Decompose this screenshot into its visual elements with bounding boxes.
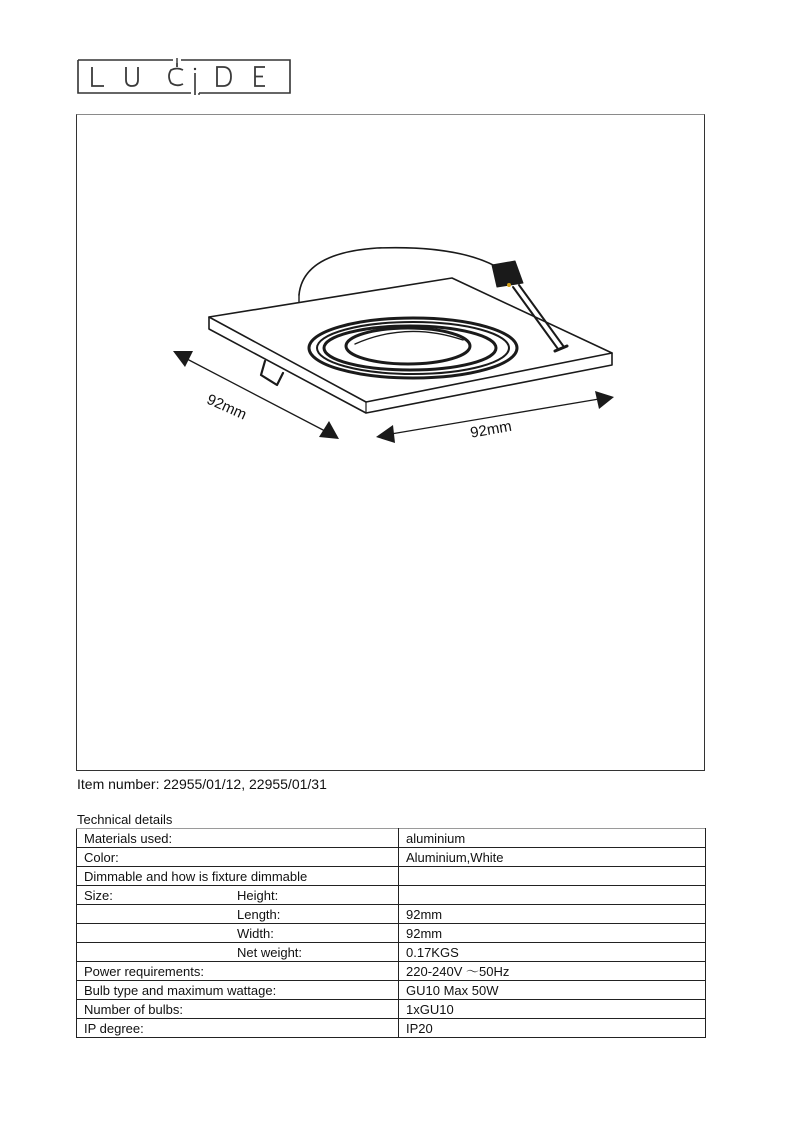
item-number: Item number: 22955/01/12, 22955/01/31 [77, 776, 327, 792]
row-value: 220-240V ～50Hz [399, 962, 706, 981]
row-value: IP20 [399, 1019, 706, 1038]
table-row [77, 886, 706, 905]
table-row [77, 981, 706, 1000]
row-value: GU10 Max 50W [399, 981, 706, 1000]
table-row [77, 829, 706, 848]
table-row [77, 905, 706, 924]
product-drawing [77, 115, 706, 772]
row-value: 92mm [399, 905, 706, 924]
row-label: Size: [84, 887, 113, 903]
row-label: Bulb type and maximum wattage: [84, 982, 277, 998]
table-row [77, 943, 706, 962]
row-value: 1xGU10 [399, 1000, 706, 1019]
row-value [399, 867, 706, 886]
table-row [77, 867, 706, 886]
row-value: Aluminium,White [399, 848, 706, 867]
table-row [77, 1000, 706, 1019]
row-sublabel: Height: [237, 887, 279, 903]
lucide-logo [77, 57, 291, 95]
product-drawing-frame [76, 114, 705, 771]
table-row [77, 924, 706, 943]
row-sublabel: Net weight: [237, 944, 303, 960]
row-label: Materials used: [84, 830, 173, 846]
row-value [399, 886, 706, 905]
row-label: Number of bulbs: [84, 1001, 183, 1017]
row-sublabel: Width: [237, 925, 274, 941]
dimension-depth-label: 92mm [204, 391, 250, 424]
row-sublabel: Length: [237, 906, 281, 922]
row-label: Dimmable and how is fixture dimmable [84, 868, 308, 884]
row-label: Power requirements: [84, 963, 204, 979]
table-row [77, 962, 706, 981]
row-label: IP degree: [84, 1020, 144, 1036]
table-row [77, 1019, 706, 1038]
row-value: 0.17KGS [399, 943, 706, 962]
technical-details-title: Technical details [77, 812, 173, 827]
dimension-width-label: 92mm [469, 417, 514, 442]
logo-frame-icon [77, 57, 291, 95]
row-value: aluminium [399, 829, 706, 848]
table-row [77, 848, 706, 867]
row-label: Color: [84, 849, 119, 865]
row-value: 92mm [399, 924, 706, 943]
technical-details-table [76, 828, 706, 1038]
